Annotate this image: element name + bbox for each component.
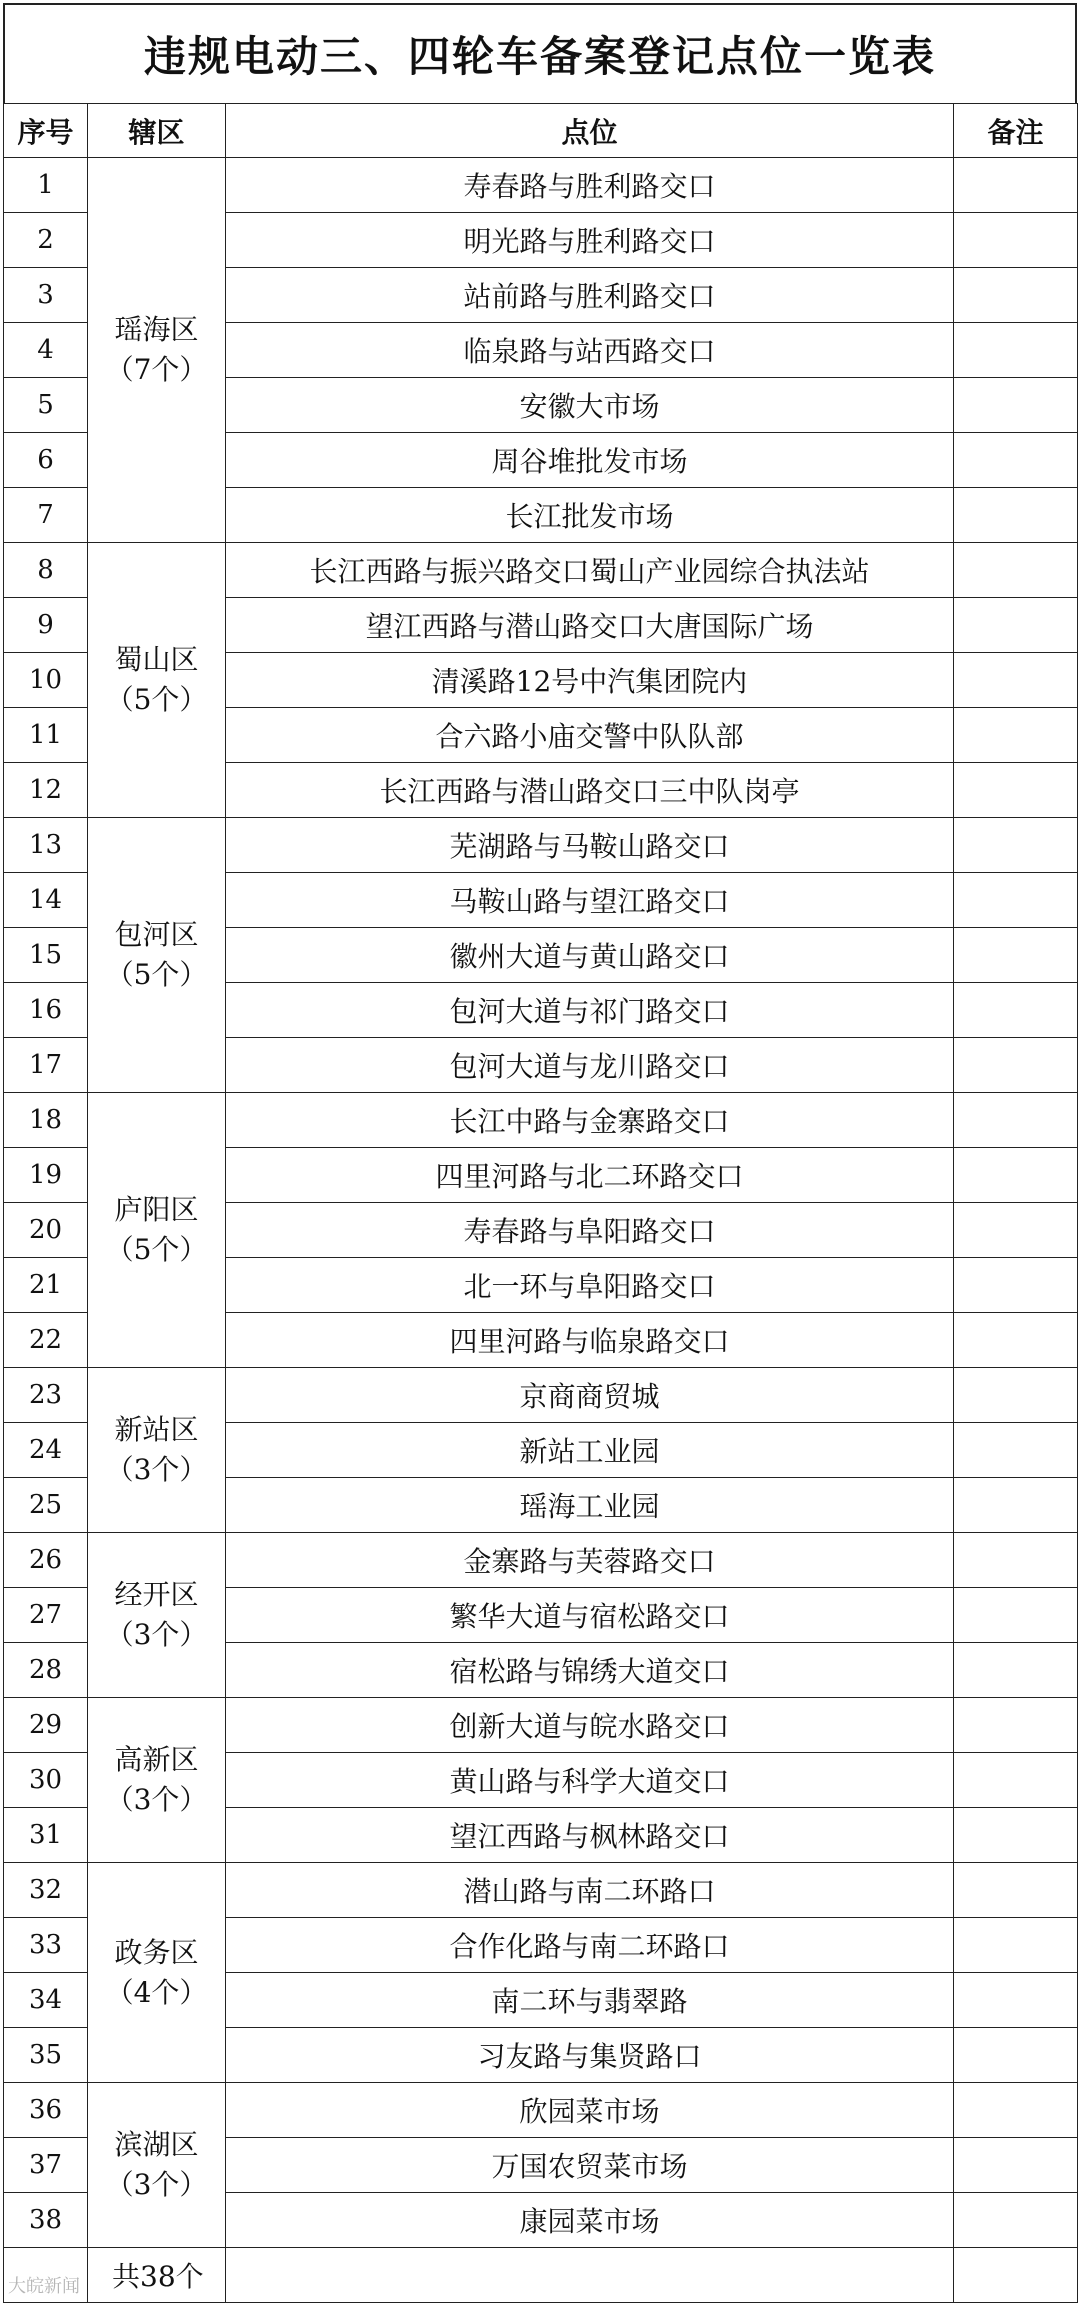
row-remark [954, 1753, 1078, 1808]
row-remark [954, 2193, 1078, 2248]
row-seq: 19 [4, 1148, 88, 1203]
total-point-cell [226, 2248, 954, 2303]
row-seq: 15 [4, 928, 88, 983]
row-seq: 29 [4, 1698, 88, 1753]
row-seq: 3 [4, 268, 88, 323]
page-title: 违规电动三、四轮车备案登记点位一览表 [3, 3, 1077, 103]
row-remark [954, 598, 1078, 653]
row-point: 长江西路与潜山路交口三中队岗亭 [226, 763, 954, 818]
district-cell [88, 1698, 226, 1863]
row-seq: 22 [4, 1313, 88, 1368]
row-seq: 21 [4, 1258, 88, 1313]
district-count: （7个） [105, 353, 208, 386]
row-remark [954, 433, 1078, 488]
points-table [3, 103, 1078, 2303]
table-row [4, 158, 1078, 213]
row-remark [954, 818, 1078, 873]
district-name: 经开区 [114, 1578, 199, 1611]
row-point: 瑶海工业园 [226, 1478, 954, 1533]
district-count: （3个） [105, 1618, 208, 1651]
district-count: （4个） [105, 1975, 208, 2009]
district-cell [88, 158, 226, 543]
row-seq: 10 [4, 653, 88, 708]
row-point: 包河大道与龙川路交口 [226, 1038, 954, 1093]
district-name: 新站区 [114, 1413, 199, 1446]
row-point: 望江西路与枫林路交口 [226, 1808, 954, 1863]
header-row [4, 104, 1078, 158]
row-point: 明光路与胜利路交口 [226, 213, 954, 268]
district-name: 蜀山区 [114, 643, 199, 676]
row-remark [954, 1973, 1078, 2028]
district-cell [88, 818, 226, 1093]
row-seq: 30 [4, 1753, 88, 1808]
table-row [4, 1093, 1078, 1148]
row-point: 四里河路与临泉路交口 [226, 1313, 954, 1368]
total-label: 共38个 [88, 2248, 226, 2303]
row-remark [954, 1423, 1078, 1478]
table-row [4, 1368, 1078, 1423]
row-remark [954, 543, 1078, 598]
row-seq: 6 [4, 433, 88, 488]
row-point: 北一环与阜阳路交口 [226, 1258, 954, 1313]
row-remark [954, 1863, 1078, 1918]
district-cell [88, 1093, 226, 1368]
row-remark [954, 1093, 1078, 1148]
row-point: 安徽大市场 [226, 378, 954, 433]
row-point: 马鞍山路与望江路交口 [226, 873, 954, 928]
row-seq: 32 [4, 1863, 88, 1918]
row-point: 合六路小庙交警中队队部 [226, 708, 954, 763]
district-name: 高新区 [114, 1743, 199, 1776]
header-remark: 备注 [954, 104, 1078, 158]
row-seq: 25 [4, 1478, 88, 1533]
row-seq: 24 [4, 1423, 88, 1478]
row-point: 合作化路与南二环路口 [226, 1918, 954, 1973]
row-seq: 14 [4, 873, 88, 928]
district-name: 瑶海区 [114, 313, 199, 346]
row-point: 清溪路12号中汽集团院内 [226, 653, 954, 708]
row-remark [954, 488, 1078, 543]
row-remark [954, 1478, 1078, 1533]
total-row [4, 2248, 1078, 2303]
row-seq: 37 [4, 2138, 88, 2193]
row-seq: 23 [4, 1368, 88, 1423]
district-name: 包河区 [114, 918, 199, 951]
row-point: 包河大道与祁门路交口 [226, 983, 954, 1038]
row-remark [954, 1203, 1078, 1258]
row-seq: 20 [4, 1203, 88, 1258]
row-seq: 8 [4, 543, 88, 598]
district-count: （3个） [105, 1783, 208, 1816]
row-remark [954, 873, 1078, 928]
row-seq: 26 [4, 1533, 88, 1588]
district-count: （3个） [105, 1453, 208, 1486]
row-point: 南二环与翡翠路 [226, 1973, 954, 2028]
district-cell [88, 2083, 226, 2248]
row-seq: 7 [4, 488, 88, 543]
row-seq: 31 [4, 1808, 88, 1863]
district-count: （5个） [105, 683, 208, 716]
row-remark [954, 323, 1078, 378]
row-point: 宿松路与锦绣大道交口 [226, 1643, 954, 1698]
row-seq: 5 [4, 378, 88, 433]
row-remark [954, 158, 1078, 213]
row-seq: 13 [4, 818, 88, 873]
row-point: 长江西路与振兴路交口蜀山产业园综合执法站 [226, 543, 954, 598]
row-remark [954, 2028, 1078, 2083]
row-point: 京商商贸城 [226, 1368, 954, 1423]
table-row [4, 1863, 1078, 1918]
row-point: 黄山路与科学大道交口 [226, 1753, 954, 1808]
row-remark [954, 653, 1078, 708]
row-remark [954, 928, 1078, 983]
row-seq: 28 [4, 1643, 88, 1698]
row-point: 欣园菜市场 [226, 2083, 954, 2138]
row-point: 繁华大道与宿松路交口 [226, 1588, 954, 1643]
row-remark [954, 2138, 1078, 2193]
row-point: 潜山路与南二环路口 [226, 1863, 954, 1918]
table-row [4, 2083, 1078, 2138]
row-remark [954, 763, 1078, 818]
district-cell [88, 1533, 226, 1698]
row-remark [954, 1643, 1078, 1698]
row-point: 望江西路与潜山路交口大唐国际广场 [226, 598, 954, 653]
row-seq: 2 [4, 213, 88, 268]
row-seq: 9 [4, 598, 88, 653]
row-point: 寿春路与胜利路交口 [226, 158, 954, 213]
district-name: 庐阳区 [114, 1193, 199, 1226]
table-row [4, 1533, 1078, 1588]
row-seq: 27 [4, 1588, 88, 1643]
registration-sheet [3, 3, 1077, 2303]
row-remark [954, 1533, 1078, 1588]
row-remark [954, 708, 1078, 763]
row-remark [954, 1368, 1078, 1423]
row-point: 芜湖路与马鞍山路交口 [226, 818, 954, 873]
row-seq: 33 [4, 1918, 88, 1973]
row-remark [954, 1148, 1078, 1203]
row-seq: 11 [4, 708, 88, 763]
row-point: 寿春路与阜阳路交口 [226, 1203, 954, 1258]
row-remark [954, 1588, 1078, 1643]
row-remark [954, 2083, 1078, 2138]
district-count: （5个） [105, 958, 208, 991]
row-seq: 12 [4, 763, 88, 818]
row-seq: 1 [4, 158, 88, 213]
row-point: 康园菜市场 [226, 2193, 954, 2248]
district-cell [88, 543, 226, 818]
district-count: （5个） [105, 1233, 208, 1266]
row-seq: 18 [4, 1093, 88, 1148]
row-remark [954, 1258, 1078, 1313]
row-point: 创新大道与皖水路交口 [226, 1698, 954, 1753]
row-seq: 17 [4, 1038, 88, 1093]
row-seq: 16 [4, 983, 88, 1038]
row-point: 新站工业园 [226, 1423, 954, 1478]
watermark-text: 大皖新闻 [8, 2276, 80, 2297]
row-point: 长江中路与金寨路交口 [226, 1093, 954, 1148]
table-row [4, 1698, 1078, 1753]
row-remark [954, 983, 1078, 1038]
total-remark-cell [954, 2248, 1078, 2303]
row-point: 金寨路与芙蓉路交口 [226, 1533, 954, 1588]
row-seq: 34 [4, 1973, 88, 2028]
row-point: 临泉路与站西路交口 [226, 323, 954, 378]
row-seq: 38 [4, 2193, 88, 2248]
row-remark [954, 1808, 1078, 1863]
district-name: 滨湖区 [114, 2128, 199, 2161]
district-cell [88, 1863, 226, 2083]
row-point: 站前路与胜利路交口 [226, 268, 954, 323]
row-seq: 35 [4, 2028, 88, 2083]
table-body [4, 158, 1078, 2248]
row-point: 长江批发市场 [226, 488, 954, 543]
row-point: 周谷堆批发市场 [226, 433, 954, 488]
district-name: 政务区 [114, 1935, 199, 1969]
header-district: 辖区 [88, 104, 226, 158]
row-remark [954, 1698, 1078, 1753]
row-remark [954, 268, 1078, 323]
header-seq: 序号 [4, 104, 88, 158]
row-remark [954, 1918, 1078, 1973]
row-remark [954, 213, 1078, 268]
table-row [4, 818, 1078, 873]
row-point: 万国农贸菜市场 [226, 2138, 954, 2193]
row-remark [954, 1313, 1078, 1368]
row-remark [954, 378, 1078, 433]
row-remark [954, 1038, 1078, 1093]
district-count: （3个） [105, 2168, 208, 2201]
row-seq: 36 [4, 2083, 88, 2138]
row-seq: 4 [4, 323, 88, 378]
table-row [4, 543, 1078, 598]
row-point: 徽州大道与黄山路交口 [226, 928, 954, 983]
row-point: 四里河路与北二环路交口 [226, 1148, 954, 1203]
row-point: 习友路与集贤路口 [226, 2028, 954, 2083]
header-point: 点位 [226, 104, 954, 158]
district-cell [88, 1368, 226, 1533]
